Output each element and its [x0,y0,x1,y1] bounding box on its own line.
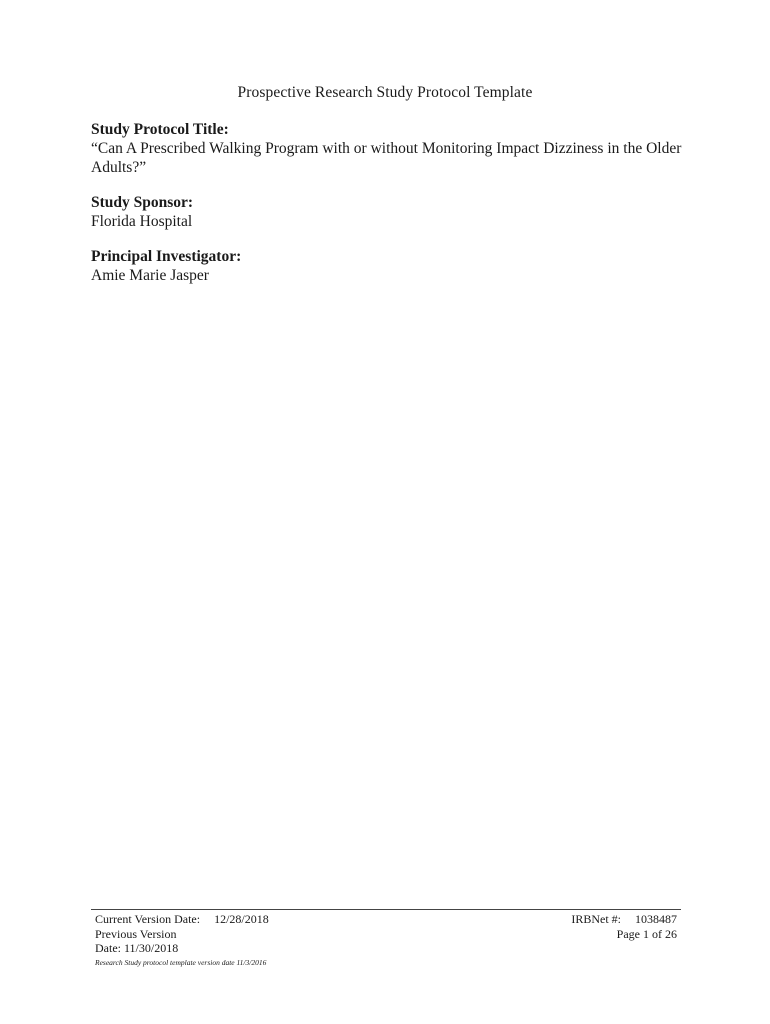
current-version-row [95,912,395,927]
previous-version-date: Date: 11/30/2018 [95,941,179,955]
current-version-label: Current Version Date: [95,912,201,926]
page-number: Page 1 of 26 [616,926,677,941]
previous-version-label: Previous Version [95,926,177,941]
protocol-title-line-2: Adults?” [91,159,147,176]
sponsor-value: Florida Hospital [91,213,193,230]
template-version-note: Research Study protocol template version date 11/3/2016 [95,957,267,967]
footer-left [95,912,395,968]
page-footer [91,909,681,967]
sponsor-section [91,193,691,231]
sponsor-label: Study Sponsor: [91,194,194,211]
principal-investigator-value: Amie Marie Jasper [91,267,209,284]
irbnet-row [477,912,677,927]
current-version-value: 12/28/2018 [214,912,269,926]
principal-investigator-section [91,247,691,285]
irbnet-value: 1038487 [635,912,677,926]
protocol-title-label: Study Protocol Title: [91,121,229,138]
document-title: Prospective Research Study Protocol Template [237,84,533,101]
protocol-title-line-1: “Can A Prescribed Walking Program with or without Monitoring Impact Dizziness in the Older [91,140,682,157]
irbnet-label: IRBNet #: [571,912,621,926]
protocol-title-section [91,120,691,177]
footer-right [477,912,677,941]
principal-investigator-label: Principal Investigator: [91,248,242,265]
